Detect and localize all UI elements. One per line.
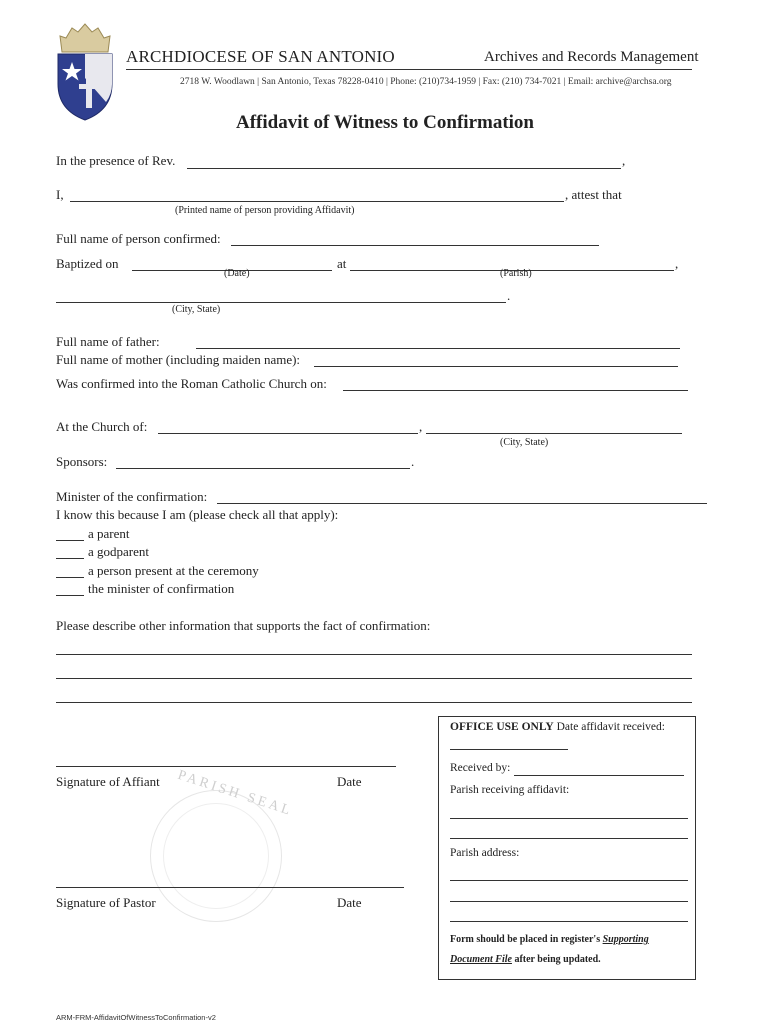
parish-receiving-line-1[interactable] bbox=[450, 818, 688, 819]
baptism-city-state-field[interactable] bbox=[56, 302, 506, 303]
received-by-label: Received by: bbox=[450, 762, 511, 774]
parish-address-line-1[interactable] bbox=[450, 880, 688, 881]
date-received-label: Date affidavit received: bbox=[556, 721, 665, 733]
office-use-heading-row bbox=[450, 721, 665, 733]
affiant-date-label: Date bbox=[337, 774, 362, 789]
office-note-part2: after being updated. bbox=[514, 954, 601, 965]
header-rule bbox=[126, 69, 692, 70]
mother-label: Full name of mother (including maiden name): bbox=[56, 352, 301, 367]
parish-receiving-label: Parish receiving affidavit: bbox=[450, 784, 570, 796]
describe-line-1[interactable] bbox=[56, 654, 692, 655]
describe-line-3[interactable] bbox=[56, 702, 692, 703]
organization-name: ARCHDIOCESE OF SAN ANTONIO bbox=[126, 47, 395, 66]
office-note-line-1 bbox=[450, 930, 686, 970]
sponsors-end: . bbox=[411, 454, 415, 469]
archdiocese-crest-logo bbox=[50, 22, 120, 122]
mother-name-field[interactable] bbox=[314, 366, 678, 367]
full-name-confirmed-field[interactable] bbox=[231, 245, 599, 246]
form-code: ARM-FRM-AffidavitOfWitnessToConfirmation-v2 bbox=[56, 1013, 216, 1022]
city-state-caption: (City, State) bbox=[172, 304, 221, 315]
printed-name-caption: (Printed name of person providing Affidavit) bbox=[175, 205, 355, 216]
parish-address-label: Parish address: bbox=[450, 847, 520, 859]
i-label: I, bbox=[56, 187, 64, 202]
presence-field[interactable] bbox=[187, 168, 621, 169]
describe-line-2[interactable] bbox=[56, 678, 692, 679]
office-use-heading: OFFICE USE ONLY bbox=[450, 721, 554, 733]
attest-label: , attest that bbox=[565, 187, 622, 202]
baptized-label: Baptized on bbox=[56, 256, 119, 271]
confirmation-date-field[interactable] bbox=[343, 390, 688, 391]
date-received-field[interactable] bbox=[450, 749, 568, 750]
church-label: At the Church of: bbox=[56, 419, 148, 434]
full-name-confirmed-label: Full name of person confirmed: bbox=[56, 231, 221, 246]
describe-label: Please describe other information that supports the fact of confirmation: bbox=[56, 618, 431, 633]
parish-address-line-3[interactable] bbox=[450, 921, 688, 922]
option-minister-label: the minister of confirmation bbox=[88, 581, 235, 596]
affiant-signature-field[interactable] bbox=[56, 766, 396, 767]
option-parent-label: a parent bbox=[88, 526, 130, 541]
church-city-state-caption: (City, State) bbox=[500, 437, 549, 448]
sponsors-field[interactable] bbox=[116, 468, 410, 469]
page-title: Affidavit of Witness to Confirmation bbox=[235, 112, 535, 133]
received-by-field[interactable] bbox=[514, 775, 684, 776]
affiant-signature-label: Signature of Affiant bbox=[56, 774, 160, 789]
parish-caption: (Parish) bbox=[500, 268, 532, 279]
contact-address-line: 2718 W. Woodlawn | San Antonio, Texas 78228-0410 | Phone: (210)734-1959 | Fax: (210) 734-7021 | Email: archive@archsa.org bbox=[180, 77, 672, 87]
checkbox-parent[interactable] bbox=[56, 540, 84, 541]
at-label: at bbox=[337, 256, 347, 271]
church-city-state-field[interactable] bbox=[426, 433, 682, 434]
minister-name-field[interactable] bbox=[217, 503, 707, 504]
checkbox-minister[interactable] bbox=[56, 595, 84, 596]
parish-seal-text: PARISH SEAL bbox=[175, 767, 295, 820]
pastor-signature-label: Signature of Pastor bbox=[56, 895, 156, 910]
pastor-signature-field[interactable] bbox=[56, 887, 404, 888]
parish-receiving-line-2[interactable] bbox=[450, 838, 688, 839]
sponsors-label: Sponsors: bbox=[56, 454, 108, 469]
father-name-field[interactable] bbox=[196, 348, 680, 349]
minister-label: Minister of the confirmation: bbox=[56, 489, 208, 504]
department-name: Archives and Records Management bbox=[484, 49, 699, 65]
office-note-emphasis: Supporting Document File bbox=[450, 934, 649, 965]
presence-label: In the presence of Rev. bbox=[56, 153, 176, 168]
baptized-end: , bbox=[675, 256, 679, 271]
affiant-printed-name-field[interactable] bbox=[70, 201, 564, 202]
presence-end: , bbox=[622, 153, 626, 168]
checkbox-present-at-ceremony[interactable] bbox=[56, 577, 84, 578]
parish-address-line-2[interactable] bbox=[450, 901, 688, 902]
option-godparent-label: a godparent bbox=[88, 544, 150, 559]
church-name-field[interactable] bbox=[158, 433, 418, 434]
checkbox-godparent[interactable] bbox=[56, 558, 84, 559]
i-know-label: I know this because I am (please check all that apply): bbox=[56, 507, 339, 522]
office-note-part1: Form should be placed in register's bbox=[450, 934, 601, 945]
confirmed-into-label: Was confirmed into the Roman Catholic Church on: bbox=[56, 376, 327, 391]
father-label: Full name of father: bbox=[56, 334, 160, 349]
church-comma: , bbox=[419, 419, 423, 434]
option-present-label: a person present at the ceremony bbox=[88, 563, 259, 578]
city-state-end: . bbox=[507, 288, 511, 303]
pastor-date-label: Date bbox=[337, 895, 362, 910]
date-caption: (Date) bbox=[224, 268, 250, 279]
